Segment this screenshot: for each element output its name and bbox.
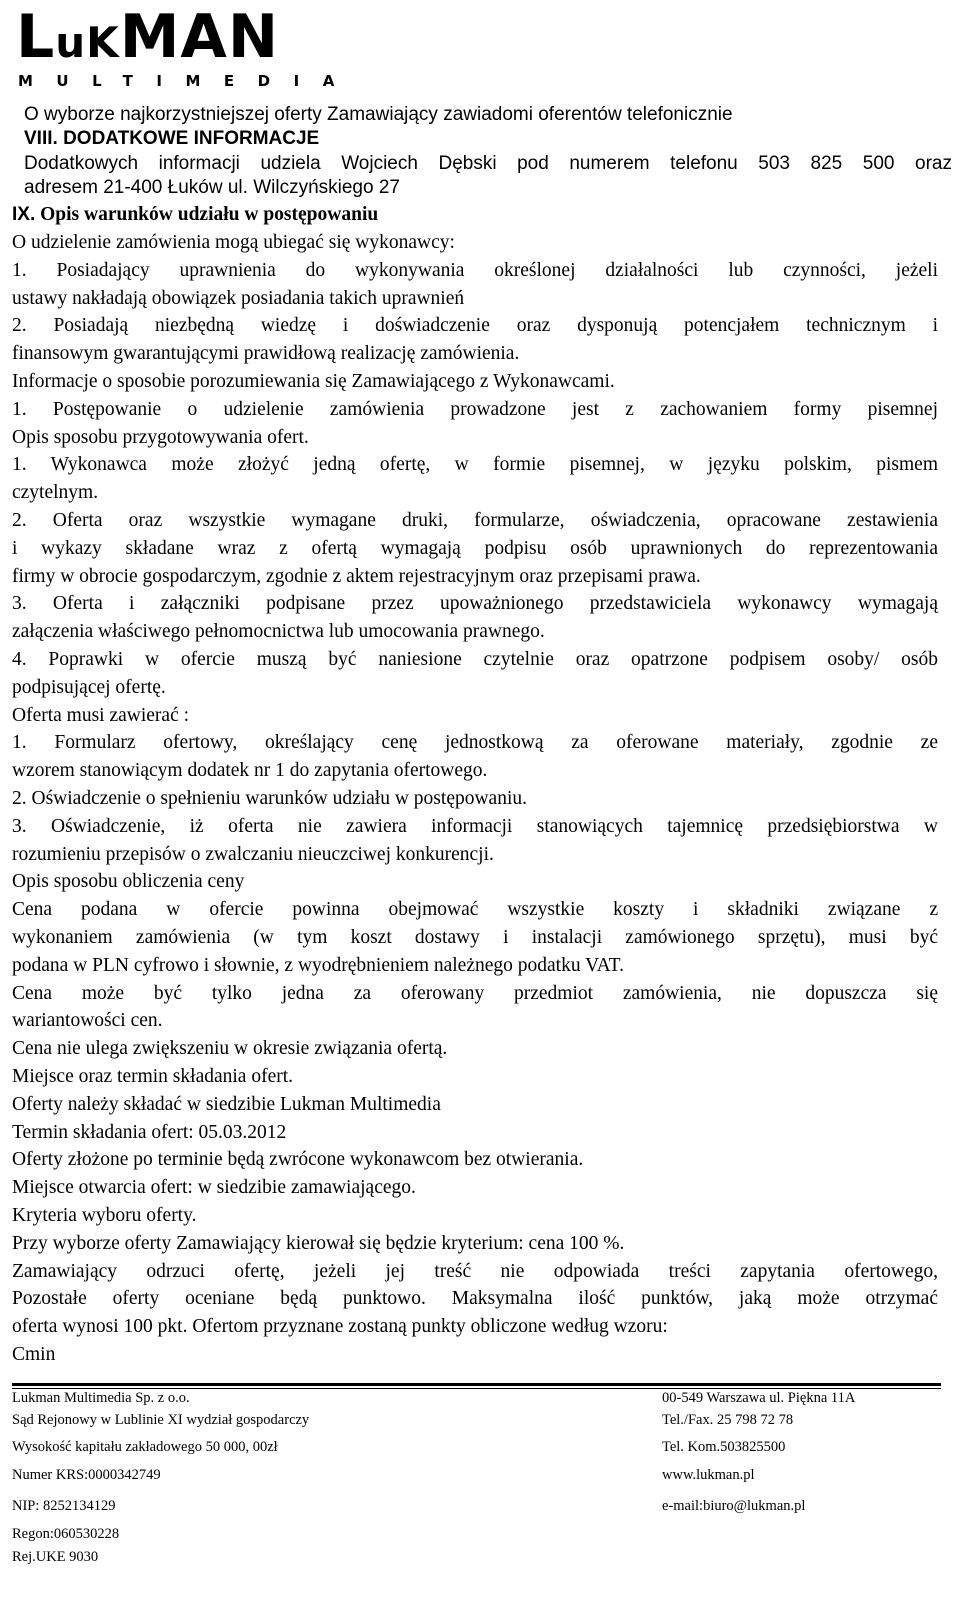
body-line: Przy wyborze oferty Zamawiający kierował się będzie kryterium: cena 100 %.	[12, 1233, 625, 1254]
body-line: firmy w obrocie gospodarczym, zgodnie z aktem rejestracyjnym oraz przepisami prawa.	[12, 566, 701, 587]
body-line: załączenia właściwego pełnomocnictwa lub umocowania prawnego.	[12, 621, 545, 642]
footer-email-link[interactable]: e-mail:biuro@lukman.pl	[662, 1498, 806, 1514]
logo-subtitle: MULTIMEDIA	[18, 72, 358, 90]
section-title: Opis warunków udziału w postępowaniu	[40, 204, 379, 225]
header-line: adresem 21-400 Łuków ul. Wilczyńskiego 27	[24, 177, 400, 198]
footer-nip: NIP: 8252134129	[12, 1498, 116, 1514]
body-line: 2. Posiadają niezbędną wiedzę i doświadczenie oraz dysponują potencjałem technicznym i	[12, 315, 938, 336]
body-line: czytelnym.	[12, 482, 99, 503]
body-line: 4. Poprawki w ofercie muszą być naniesione czytelnie oraz opatrzone podpisem osoby/ osób	[12, 649, 938, 670]
footer-rule-thick	[12, 1383, 941, 1386]
body-line: Termin składania ofert: 05.03.2012	[12, 1122, 287, 1143]
footer-email[interactable]	[662, 1497, 805, 1515]
footer-court: Sąd Rejonowy w Lublinie XI wydział gospodarczy	[12, 1412, 310, 1428]
footer-company-name: Lukman Multimedia Sp. z o.o.	[12, 1390, 190, 1406]
logo-letter-l: L	[16, 2, 56, 72]
body-line: wzorem stanowiącym dodatek nr 1 do zapytania ofertowego.	[12, 760, 488, 781]
body-line: Cmin	[12, 1344, 56, 1365]
logo-wordmark	[16, 4, 279, 76]
body-line: Kryteria wyboru oferty.	[12, 1205, 197, 1226]
body-line: 1. Posiadający uprawnienia do wykonywania określonej działalności lub czynności, jeżeli	[12, 260, 938, 281]
footer-krs: Numer KRS:0000342749	[12, 1467, 161, 1483]
footer-website-link[interactable]: www.lukman.pl	[662, 1467, 755, 1483]
section-number: IX.	[12, 204, 36, 225]
footer-mobile: Tel. Kom.503825500	[662, 1439, 786, 1455]
body-line: 1. Wykonawca może złożyć jedną ofertę, w formie pisemnej, w języku polskim, pismem	[12, 454, 938, 475]
body-line: ustawy nakładają obowiązek posiadania takich uprawnień	[12, 288, 465, 309]
body-line: Oferty należy składać w siedzibie Lukman Multimedia	[12, 1094, 441, 1115]
footer-uke: Rej.UKE 9030	[12, 1549, 99, 1565]
body-line: i wykazy składane wraz z ofertą wymagają podpisu osób uprawnionych do reprezentowania	[12, 538, 938, 559]
body-line: podana w PLN cyfrowo i słownie, z wyodrębnieniem należnego podatku VAT.	[12, 955, 624, 976]
body-line: Miejsce oraz termin składania ofert.	[12, 1066, 294, 1087]
footer-website[interactable]	[662, 1466, 755, 1484]
body-line: Cena nie ulega zwiększeniu w okresie związania ofertą.	[12, 1038, 448, 1059]
body-line: 1. Postępowanie o udzielenie zamówienia prowadzone jest z zachowaniem formy pisemnej	[12, 399, 938, 420]
body-line: Zamawiający odrzuci ofertę, jeżeli jej treść nie odpowiada treści zapytania ofertowego,	[12, 1261, 938, 1282]
body-line: O udzielenie zamówienia mogą ubiegać się wykonawcy:	[12, 232, 455, 253]
body-line: Opis sposobu obliczenia ceny	[12, 871, 245, 892]
section-heading-viii: VIII. DODATKOWE INFORMACJE	[24, 128, 320, 149]
body-line: 2. Oświadczenie o spełnieniu warunków udziału w postępowaniu.	[12, 788, 527, 809]
footer-regon: Regon:060530228	[12, 1526, 120, 1542]
footer-capital: Wysokość kapitału zakładowego 50 000, 00zł	[12, 1439, 278, 1455]
logo-letter-u: u	[55, 18, 87, 67]
body-line: wariantowości cen.	[12, 1010, 163, 1031]
section-heading-ix	[12, 203, 378, 227]
body-line: 2. Oferta oraz wszystkie wymagane druki, formularze, oświadczenia, opracowane zestawienia	[12, 510, 938, 531]
body-line: Oferta musi zawierać :	[12, 705, 190, 726]
body-line: finansowym gwarantującymi prawidłową realizację zamówienia.	[12, 343, 520, 364]
body-line: Informacje o sposobie porozumiewania się Zamawiającego z Wykonawcami.	[12, 371, 615, 392]
body-line: oferta wynosi 100 pkt. Ofertom przyznane zostaną punkty obliczone według wzoru:	[12, 1316, 668, 1337]
body-line: wykonaniem zamówienia (w tym koszt dostawy i instalacji zamówionego sprzętu), musi być	[12, 927, 938, 948]
body-line: Miejsce otwarcia ofert: w siedzibie zamawiającego.	[12, 1177, 416, 1198]
body-line: Opis sposobu przygotowywania ofert.	[12, 427, 309, 448]
footer-address: 00-549 Warszawa ul. Piękna 11A	[662, 1390, 856, 1406]
body-line: rozumieniu przepisów o zwalczaniu nieuczciwej konkurencji.	[12, 844, 494, 865]
logo-letters-man: MAN	[119, 2, 280, 72]
body-line: 3. Oferta i załączniki podpisane przez upoważnionego przedstawiciela wykonawcy wymagają	[12, 593, 938, 614]
body-line: Pozostałe oferty oceniane będą punktowo. Maksymalna ilość punktów, jaką może otrzymać	[12, 1288, 938, 1309]
company-logo	[14, 2, 358, 92]
body-line: 1. Formularz ofertowy, określający cenę jednostkową za oferowane materiały, zgodnie ze	[12, 732, 938, 753]
body-line: Oferty złożone po terminie będą zwrócone wykonawcom bez otwierania.	[12, 1149, 584, 1170]
header-line: O wyborze najkorzystniejszej oferty Zamawiający zawiadomi oferentów telefonicznie	[24, 104, 733, 125]
body-line: 3. Oświadczenie, iż oferta nie zawiera informacji stanowiących tajemnicę przedsiębiorstwa w	[12, 816, 938, 837]
body-line: Cena może być tylko jedna za oferowany przedmiot zamówienia, nie dopuszcza się	[12, 983, 938, 1004]
footer-phone-fax: Tel./Fax. 25 798 72 78	[662, 1412, 794, 1428]
body-line: Cena podana w ofercie powinna obejmować wszystkie koszty i składniki związane z	[12, 899, 938, 920]
body-line: podpisującej ofertę.	[12, 677, 166, 698]
header-line: Dodatkowych informacji udziela Wojciech Dębski pod numerem telefonu 503 825 500 oraz	[24, 153, 952, 174]
logo-letter-k: K	[86, 18, 120, 67]
